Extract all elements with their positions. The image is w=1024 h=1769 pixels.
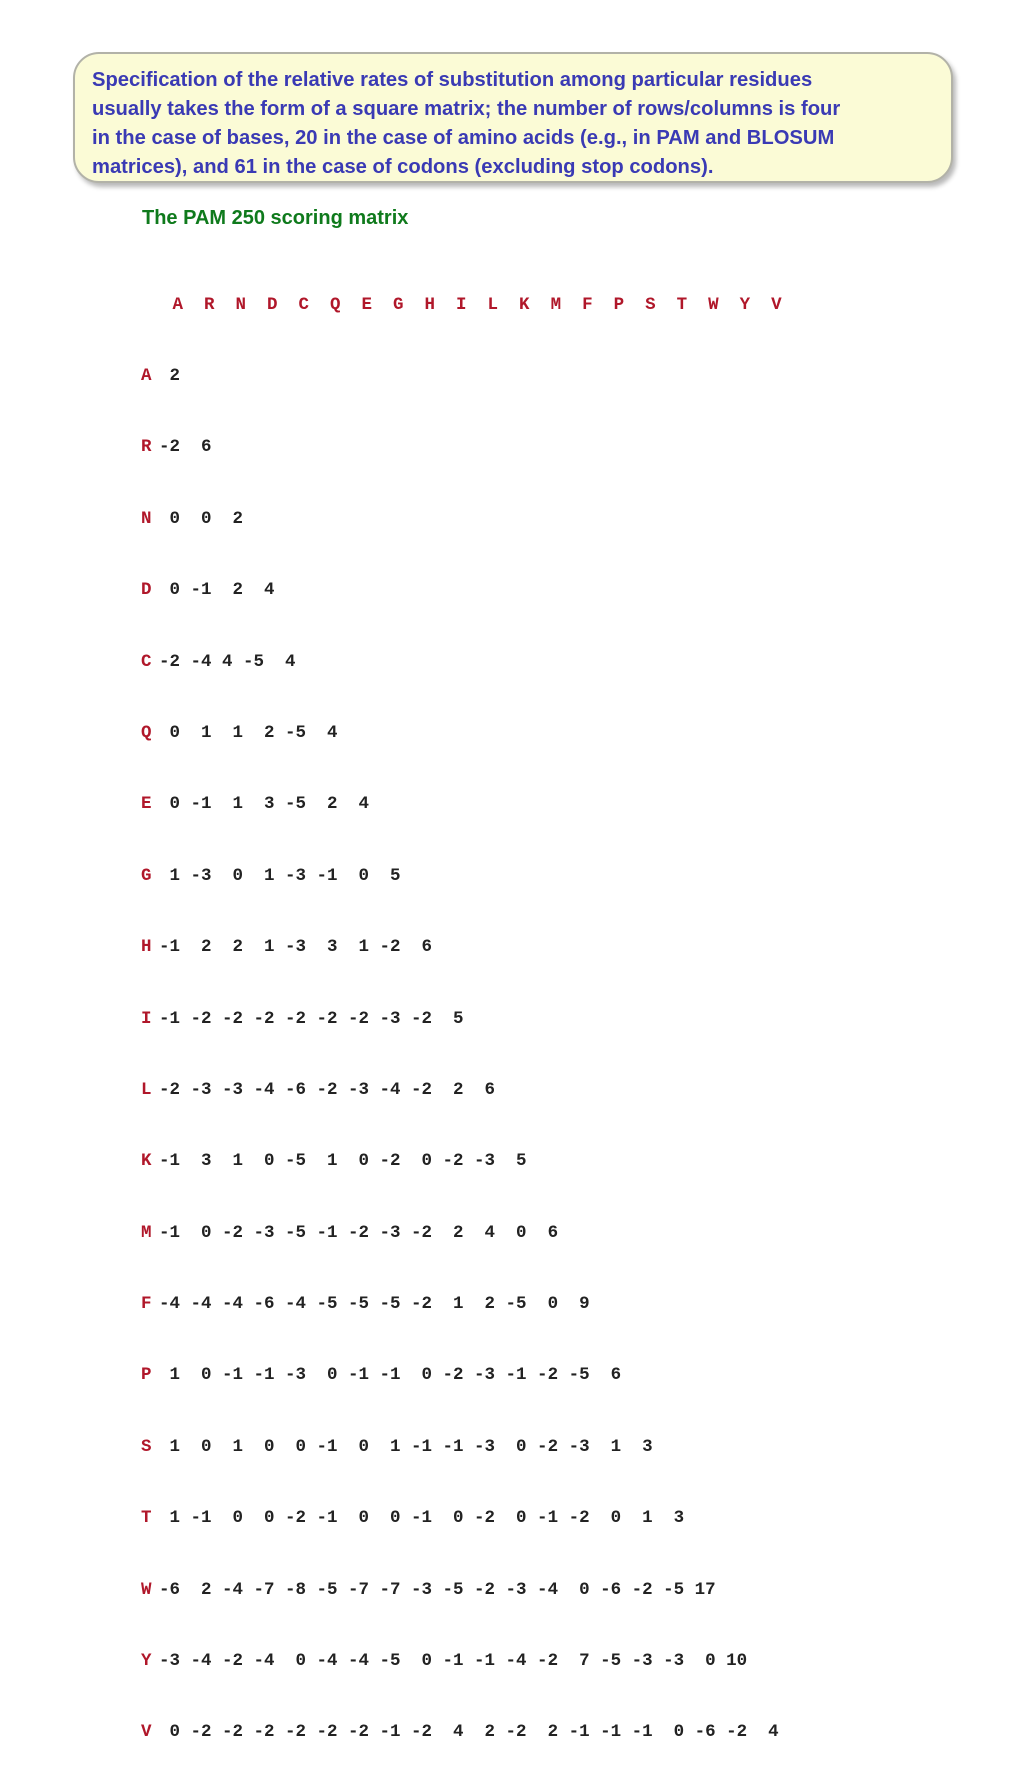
matrix-row [141, 1293, 782, 1317]
row-values: 1 0 1 0 0 -1 0 1 -1 -1 -3 0 -2 -3 1 3 [159, 1436, 653, 1457]
matrix-row [141, 1507, 782, 1531]
row-label: C [141, 651, 152, 672]
matrix-row [141, 1364, 782, 1388]
matrix-row [141, 1150, 782, 1174]
row-label: E [141, 794, 152, 815]
matrix-row [141, 865, 782, 889]
matrix-row [141, 1650, 782, 1674]
matrix-row [141, 1079, 782, 1103]
row-label: K [141, 1151, 152, 1172]
row-values: 0 0 2 [159, 508, 244, 529]
row-values: 2 [159, 365, 181, 386]
matrix-row [141, 1721, 782, 1745]
pam250-matrix [141, 246, 782, 1769]
row-label: G [141, 865, 152, 886]
row-label: S [141, 1436, 152, 1457]
row-label: N [141, 508, 152, 529]
callout-line: in the case of bases, 20 in the case of amino acids (e.g., in PAM and BLOSUM [92, 127, 835, 149]
row-label: H [141, 937, 152, 958]
row-values: -2 -3 -3 -4 -6 -2 -3 -4 -2 2 6 [159, 1079, 496, 1100]
callout-line: matrices), and 61 in the case of codons (excluding stop codons). [92, 156, 714, 178]
matrix-row [141, 1436, 782, 1460]
matrix-row [141, 579, 782, 603]
callout-line: Specification of the relative rates of substitution among particular residues [92, 69, 813, 91]
row-label: P [141, 1365, 152, 1386]
matrix-row [141, 1579, 782, 1603]
matrix-row [141, 365, 782, 389]
matrix-row [141, 436, 782, 460]
callout-line: usually takes the form of a square matrix; the number of rows/columns is four [92, 98, 841, 120]
matrix-row [141, 508, 782, 532]
row-label: L [141, 1079, 152, 1100]
row-values: 0 -1 2 4 [159, 580, 275, 601]
row-values: -1 2 2 1 -3 3 1 -2 6 [159, 937, 433, 958]
row-label: W [141, 1579, 152, 1600]
row-label: T [141, 1508, 152, 1529]
row-label: A [141, 365, 152, 386]
callout-box [73, 52, 953, 183]
row-values: 0 -2 -2 -2 -2 -2 -2 -1 -2 4 2 -2 2 -1 -1 -1 0 -6 -2 4 [159, 1722, 779, 1743]
matrix-row [141, 651, 782, 675]
matrix-column-header: A R N D C Q E G H I L K M F P S T W Y V [141, 294, 782, 315]
callout-text [92, 66, 942, 182]
matrix-title: The PAM 250 scoring matrix [142, 207, 409, 229]
row-values: 1 0 -1 -1 -3 0 -1 -1 0 -2 -3 -1 -2 -5 6 [159, 1365, 622, 1386]
row-values: -6 2 -4 -7 -8 -5 -7 -7 -3 -5 -2 -3 -4 0 -6 -2 -5 17 [159, 1579, 716, 1600]
row-label: M [141, 1222, 152, 1243]
matrix-row [141, 1008, 782, 1032]
row-values: 1 -1 0 0 -2 -1 0 0 -1 0 -2 0 -1 -2 0 1 3 [159, 1508, 685, 1529]
row-values: -3 -4 -2 -4 0 -4 -4 -5 0 -1 -1 -4 -2 7 -5 -3 -3 0 10 [159, 1651, 748, 1672]
row-values: -2 -4 4 -5 4 [159, 651, 296, 672]
row-label: F [141, 1294, 152, 1315]
row-label: R [141, 437, 152, 458]
row-values: 0 -1 1 3 -5 2 4 [159, 794, 370, 815]
row-values: -2 6 [159, 437, 212, 458]
row-values: 1 -3 0 1 -3 -1 0 5 [159, 865, 401, 886]
row-values: -1 0 -2 -3 -5 -1 -2 -3 -2 2 4 0 6 [159, 1222, 559, 1243]
matrix-row [141, 793, 782, 817]
row-label: Y [141, 1651, 152, 1672]
matrix-row [141, 1222, 782, 1246]
row-values: 0 1 1 2 -5 4 [159, 722, 338, 743]
row-values: -1 3 1 0 -5 1 0 -2 0 -2 -3 5 [159, 1151, 527, 1172]
row-label: I [141, 1008, 152, 1029]
row-label: V [141, 1722, 152, 1743]
row-values: -4 -4 -4 -6 -4 -5 -5 -5 -2 1 2 -5 0 9 [159, 1294, 590, 1315]
row-label: D [141, 580, 152, 601]
matrix-row [141, 722, 782, 746]
matrix-row [141, 936, 782, 960]
row-label: Q [141, 722, 152, 743]
row-values: -1 -2 -2 -2 -2 -2 -2 -3 -2 5 [159, 1008, 464, 1029]
